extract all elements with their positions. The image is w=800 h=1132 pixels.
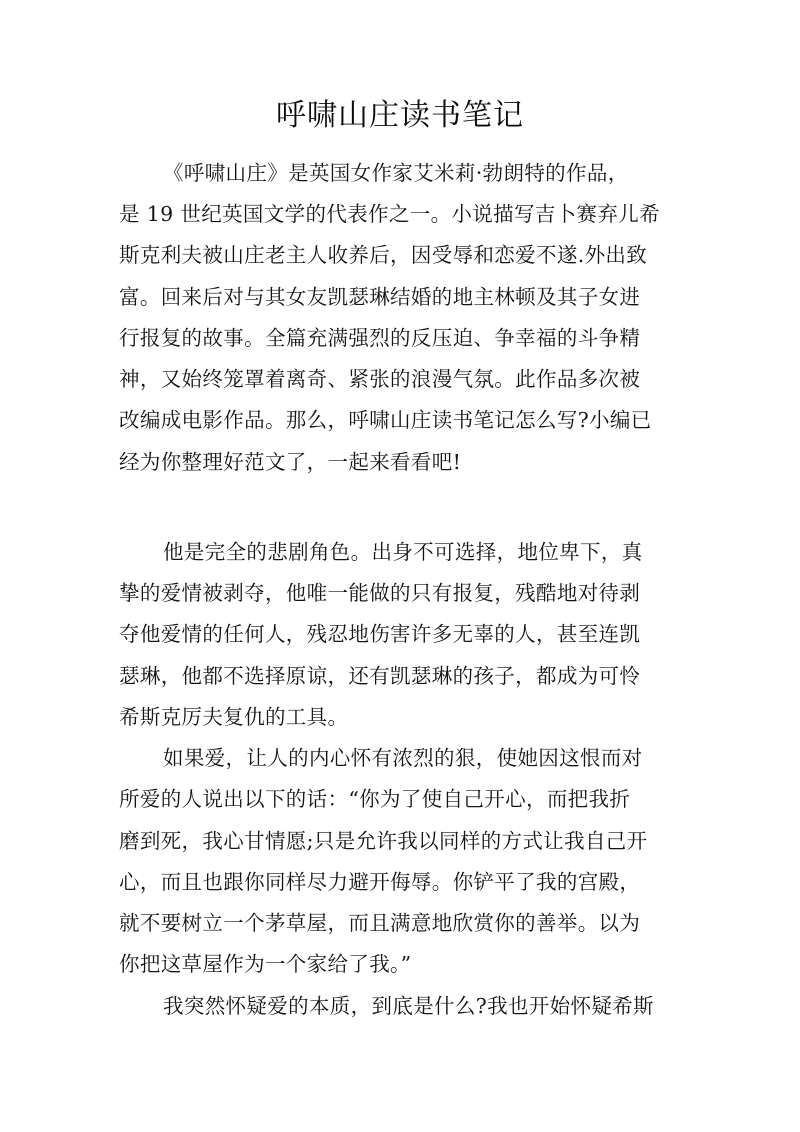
text-line: 神，又始终笼罩着离奇、紧张的浪漫气氛。此作品多次被: [119, 367, 641, 391]
text-line: 夺他爱情的任何人，残忍地伤害许多无辜的人，甚至连凯: [119, 622, 641, 646]
text-line: 《呼啸山庄》是英国女作家艾米莉·勃朗特的作品，: [163, 161, 629, 185]
text-line: 瑟琳，他都不选择原谅，还有凯瑟琳的孩子，都成为可怜: [119, 664, 641, 688]
text-line: 所爱的人说出以下的话：“你为了使自己开心，而把我折: [119, 787, 631, 811]
text-line: 他是完全的悲剧角色。出身不可选择，地位卑下，真: [163, 540, 643, 564]
text-line: 如果爱，让人的内心怀有浓烈的狠，使她因这恨而对: [163, 746, 643, 770]
text-line: 行报复的故事。全篇充满强烈的反压迫、争幸福的斗争精: [119, 326, 641, 350]
text-line: 富。回来后对与其女友凯瑟琳结婚的地主林顿及其子女进: [119, 285, 641, 309]
text-line: 改编成电影作品。那么，呼啸山庄读书笔记怎么写?小编已: [119, 408, 652, 432]
document-title: 呼啸山庄读书笔记: [276, 98, 524, 133]
text-line: 你把这草屋作为一个家给了我。”: [119, 952, 412, 976]
text-line: 斯克利夫被山庄老主人收养后，因受辱和恋爱不遂.外出致: [119, 243, 648, 267]
text-line: 是 19 世纪英国文学的代表作之一。小说描写吉卜赛弃儿希: [119, 202, 660, 226]
text-line: 就不要树立一个茅草屋，而且满意地欣赏你的善举。以为: [119, 911, 641, 935]
text-line: 磨到死，我心甘情愿;只是允许我以同样的方式让我自己开: [119, 829, 648, 853]
text-line: 经为你整理好范文了，一起来看看吧!: [119, 450, 462, 474]
text-line: 我突然怀疑爱的本质，到底是什么?我也开始怀疑希斯: [163, 994, 654, 1018]
text-line: 挚的爱情被剥夺，他唯一能做的只有报复，残酷地对待剥: [119, 581, 641, 605]
text-line: 心，而且也跟你同样尽力避开侮辱。你铲平了我的宫殿，: [119, 870, 641, 894]
text-line: 希斯克厉夫复仇的工具。: [119, 705, 349, 729]
